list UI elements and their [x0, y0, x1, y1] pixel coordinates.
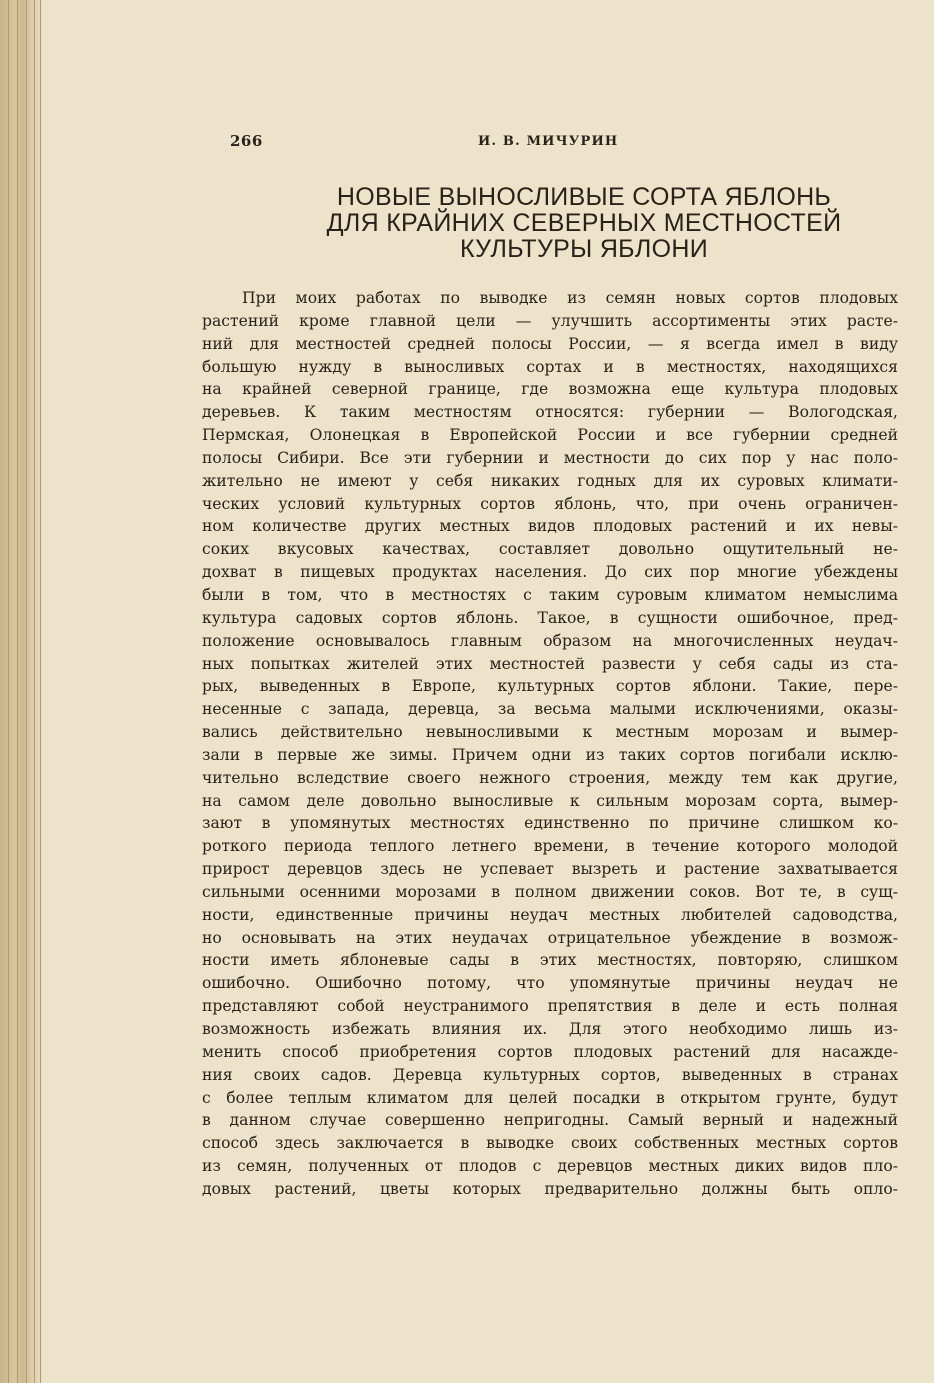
body-line: зали в первые же зимы. Причем одни из таких сортов погибали исклю-: [202, 745, 898, 764]
book-page: [42, 0, 934, 1383]
body-line: чительно вследствие своего нежного строения, между тем как другие,: [202, 768, 898, 787]
page-edge-line: [34, 0, 35, 1383]
body-line: прирост деревцов здесь не успевает вызреть и растение захватывается: [202, 860, 898, 879]
article-title-line: КУЛЬТУРЫ ЯБЛОНИ: [460, 235, 708, 263]
body-line: полосы Сибири. Все эти губернии и местности до сих пор у нас поло-: [202, 448, 898, 467]
body-line: вались действительно невыносливыми к местным морозам и вымер-: [202, 723, 898, 742]
article-title-line: ДЛЯ КРАЙНИХ СЕВЕРНЫХ МЕСТНОСТЕЙ: [326, 209, 842, 237]
body-line: роткого периода теплого летнего времени, в течение которого молодой: [202, 837, 898, 856]
article-title: [232, 184, 934, 262]
page-edge-line: [40, 0, 41, 1383]
body-line: культура садовых сортов яблонь. Такое, в сущности ошибочное, пред-: [202, 608, 898, 627]
running-head-title: И. В. МИЧУРИН: [478, 134, 619, 149]
page-edge-line: [17, 0, 18, 1383]
body-line: представляют собой неустранимого препятствия в деле и есть полная: [202, 997, 898, 1016]
running-head: [42, 132, 934, 154]
body-line: ных попытках жителей этих местностей развести у себя сады из ста-: [202, 654, 898, 673]
page-edge-line: [26, 0, 27, 1383]
article-title-line: НОВЫЕ ВЫНОСЛИВЫЕ СОРТА ЯБЛОНЬ: [336, 183, 832, 211]
body-line: были в том, что в местностях с таким суровым климатом немыслима: [202, 585, 898, 604]
body-line: положение основывалось главным образом на многочисленных неудач-: [202, 631, 898, 650]
body-line: жительно не имеют у себя никаких годных для их суровых климати-: [202, 471, 898, 490]
body-line: но основывать на этих неудачах отрицательное убеждение в возмож-: [202, 928, 898, 947]
page-number: 266: [230, 132, 263, 150]
body-line: ния своих садов. Деревца культурных сортов, выведенных в странах: [202, 1065, 898, 1084]
body-line: ошибочно. Ошибочно потому, что упомянутые причины неудач не: [202, 974, 898, 993]
body-line: дохват в пищевых продуктах населения. До сих пор многие убеждены: [202, 563, 898, 582]
body-line: соких вкусовых качествах, составляет довольно ощутительный не-: [202, 540, 898, 559]
body-line: сильными осенними морозами в полном движении соков. Вот те, в сущ-: [202, 882, 898, 901]
body-line: растений кроме главной цели — улучшить ассортименты этих расте-: [202, 311, 898, 330]
body-line: из семян, полученных от плодов с деревцов местных диких видов пло-: [202, 1157, 898, 1176]
body-line: с более теплым климатом для целей посадки в открытом грунте, будут: [202, 1088, 898, 1107]
body-line: зают в упомянутых местностях единственно по причине слишком ко-: [202, 814, 898, 833]
body-line: ческих условий культурных сортов яблонь, что, при очень ограничен-: [202, 494, 898, 513]
body-line: большую нужду в выносливых сортах и в местностях, находящихся: [202, 357, 898, 376]
body-line: Пермская, Олонецкая в Европейской России и все губернии средней: [202, 426, 898, 445]
body-line: ности, единственные причины неудач местных любителей садоводства,: [202, 905, 898, 924]
body-line: на самом деле довольно выносливые к сильным морозам сорта, вымер-: [202, 791, 898, 810]
body-line: довых растений, цветы которых предварительно должны быть опло-: [202, 1179, 898, 1198]
body-line: ности иметь яблоневые сады в этих местностях, повторяю, слишком: [202, 951, 898, 970]
body-line: возможность избежать влияния их. Для этого необходимо лишь из-: [202, 1020, 898, 1038]
body-line: рых, выведенных в Европе, культурных сортов яблони. Такие, пере-: [202, 677, 898, 696]
article-body: [202, 287, 898, 1201]
body-line: способ здесь заключается в выводке своих собственных местных сортов: [202, 1134, 898, 1153]
body-line: деревьев. К таким местностям относятся: губернии — Вологодская,: [202, 403, 898, 422]
body-line: ний для местностей средней полосы России, — я всегда имел в виду: [202, 334, 898, 353]
body-line: несенные с запада, деревца, за весьма малыми исключениями, оказы-: [202, 700, 898, 719]
body-line: При моих работах по выводке из семян новых сортов плодовых: [242, 289, 898, 307]
body-line: менить способ приобретения сортов плодовых растений для насажде-: [202, 1042, 898, 1061]
body-line: ном количестве других местных видов плодовых растений и их невы-: [202, 517, 898, 536]
book-page-edge: [0, 0, 42, 1383]
body-line: на крайней северной границе, где возможна еще культура плодовых: [202, 380, 898, 399]
page-edge-line: [8, 0, 9, 1383]
body-line: в данном случае совершенно непригодны. Самый верный и надежный: [202, 1111, 898, 1130]
